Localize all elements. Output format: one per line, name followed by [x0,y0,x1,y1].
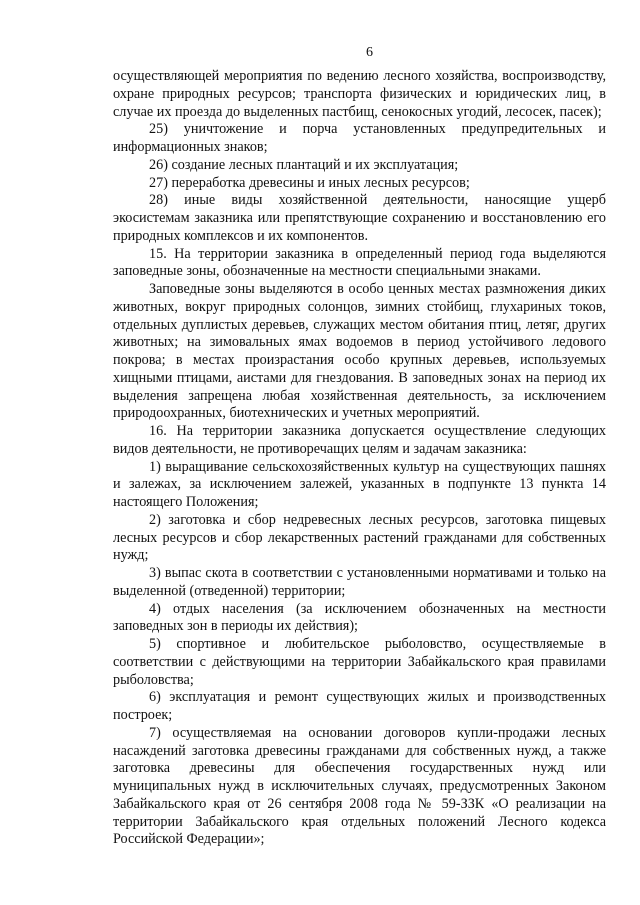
clause-15: 15. На территории заказника в определенный период года выделяются заповедные зоны, обозначенные на местности специальными знаками. [113,245,606,280]
list-item-26: 26) создание лесных плантаций и их эксплуатация; [149,156,459,173]
permitted-item-4: 4) отдых населения (за исключением обозначенных на местности заповедных зон в периоды их действия); [113,600,606,635]
list-item-28: 28) иные виды хозяйственной деятельности, наносящие ущерб экосистемам заказника или препятствующие сохранению и восстановлению его природных комплексов и их компонентов. [113,192,606,244]
permitted-item-6: 6) эксплуатация и ремонт существующих жилых и производственных построек; [113,689,606,723]
list-item-25: 25) уничтожение и порча установленных предупредительных и информационных знаков; [113,121,606,155]
list-item-27: 27) переработка древесины и иных лесных ресурсов; [149,174,470,191]
permitted-item-1: 1) выращивание сельскохозяйственных культур на существующих пашнях и залежах, за исключением залежей, указанных в подпункте 13 пункта 14 настоящего Положения; [113,458,606,510]
reserved-zones-paragraph: Заповедные зоны выделяются в особо ценных местах размножения диких животных, вокруг природных солонцов, зимних стойбищ, глухариных токов, отдельных дуплистых деревьев, служащих местом обитания птиц, летяг, других животных; на зимовальных ямах водоемов в период устойчивого ледового покрова; в местах произрастания особо крупных деревьев, используемых хищными птицами, аистами для гнездования. В заповедных зонах на период их выделения запрещена любая хозяйственная деятельность, за исключением природоохранных, биотехнических и учетных мероприятий. [113,281,606,422]
page-number: 6 [366,45,373,60]
permitted-item-5: 5) спортивное и любительское рыболовство, осуществляемые в соответствии с действующими на территории Забайкальского края правилами рыболовства; [113,636,606,688]
permitted-item-7: 7) осуществляемая на основании договоров купли-продажи лесных насаждений заготовка древесины гражданами для собственных нужд, а также заготовка древесины для обеспечения государственных нужд или муниципальных нужд в исключительных случаях, предусмотренных Законом Забайкальского края от 26 сентября 2008 года № 59-ЗЗК «О реализации на территории Забайкальского края отдельных положений Лесного кодекса Российской Федерации»; [113,724,606,848]
paragraph-continuation: осуществляющей мероприятия по ведению лесного хозяйства, воспроизводству, охране природных ресурсов; транспорта физических и юридических лиц, в случае их проезда до выделенных пастбищ, сенокосных угодий, лесосек, пасек); [113,68,606,120]
permitted-item-2: 2) заготовка и сбор недревесных лесных ресурсов, заготовка пищевых лесных ресурсов и сбор лекарственных растений гражданами для собственных нужд; [113,511,606,564]
permitted-item-3: 3) выпас скота в соответствии с установленными нормативами и только на выделенной (отведенной) территории; [113,565,606,599]
clause-16: 16. На территории заказника допускается осуществление следующих видов деятельности, не противоречащих целям и задачам заказника: [113,423,606,457]
